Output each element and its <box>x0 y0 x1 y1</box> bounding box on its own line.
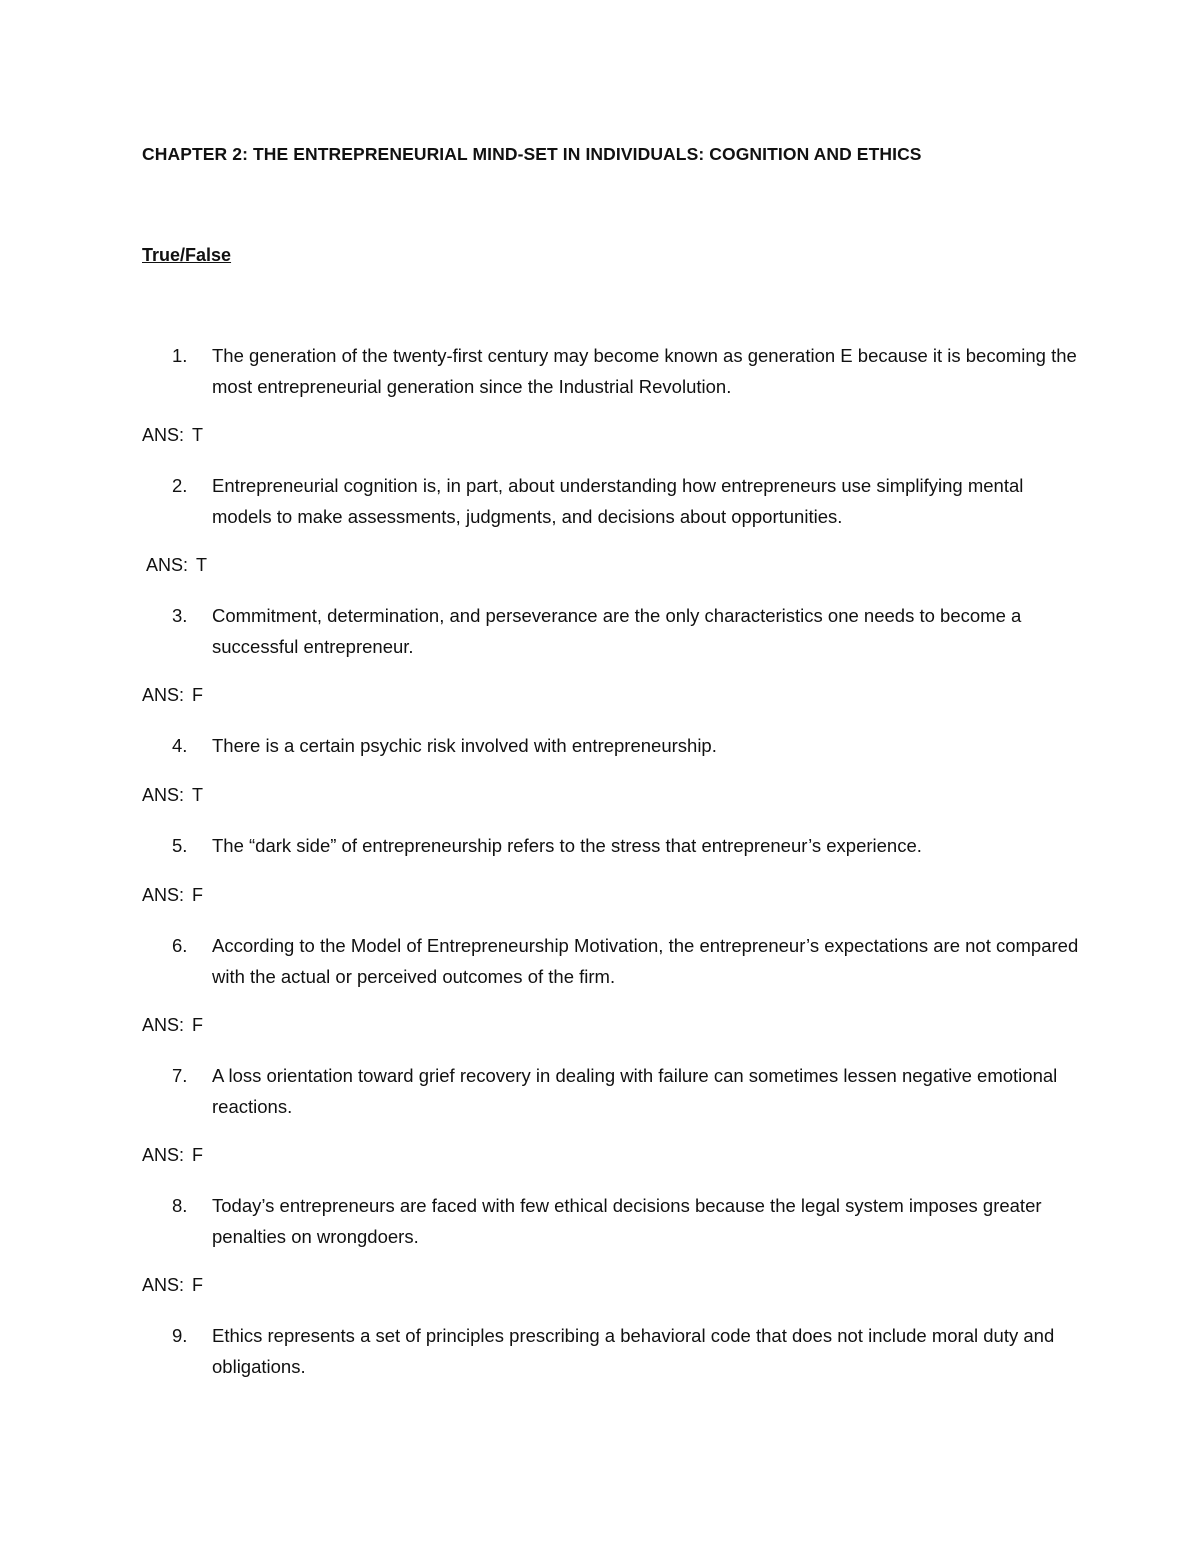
answer-line <box>142 685 203 706</box>
question-number: 8. <box>172 1195 188 1216</box>
question-text: Ethics represents a set of principles prescribing a behavioral code that does not include moral duty and obligations. <box>212 1325 1055 1377</box>
question-text: The “dark side” of entrepreneurship refers to the stress that entrepreneur’s experience. <box>212 835 922 856</box>
question-item <box>142 340 1082 402</box>
question-item <box>142 1060 1082 1122</box>
question-number: 9. <box>172 1325 188 1346</box>
answer-label: ANS: <box>142 1015 185 1035</box>
question-item <box>142 600 1082 662</box>
answer-value: F <box>192 1145 204 1165</box>
question-number: 6. <box>172 935 188 956</box>
answer-value: F <box>192 1275 204 1295</box>
question-text: Entrepreneurial cognition is, in part, about understanding how entrepreneurs use simplifying mental models to make assessments, judgments, and decisions about opportunities. <box>212 475 1024 527</box>
answer-label: ANS: <box>142 685 185 705</box>
question-item <box>142 730 1082 761</box>
section-heading: True/False <box>142 245 232 265</box>
answer-value: T <box>192 425 204 445</box>
answer-line <box>142 1275 203 1296</box>
question-item <box>142 930 1082 992</box>
question-text: Commitment, determination, and perseverance are the only characteristics one needs to become a successful entrepreneur. <box>212 605 1022 657</box>
question-item <box>142 1320 1082 1382</box>
answer-line <box>142 425 203 446</box>
answer-label: ANS: <box>142 1145 185 1165</box>
answer-label: ANS: <box>142 885 185 905</box>
answer-line <box>142 1145 203 1166</box>
answer-label: ANS: <box>142 785 185 805</box>
question-number: 1. <box>172 345 188 366</box>
question-text: There is a certain psychic risk involved with entrepreneurship. <box>212 735 717 756</box>
answer-value: F <box>192 885 204 905</box>
question-number: 4. <box>172 735 188 756</box>
chapter-title: CHAPTER 2: THE ENTREPRENEURIAL MIND-SET IN INDIVIDUALS: COGNITION AND ETHICS <box>142 144 922 164</box>
answer-label: ANS: <box>142 1275 185 1295</box>
question-text: The generation of the twenty-first century may become known as generation E because it is becoming the most entrepreneurial generation since the Industrial Revolution. <box>212 345 1077 397</box>
answer-label: ANS: <box>146 555 189 575</box>
question-number: 3. <box>172 605 188 626</box>
answer-value: T <box>196 555 208 575</box>
question-text: A loss orientation toward grief recovery in dealing with failure can sometimes lessen negative emotional reactions. <box>212 1065 1058 1117</box>
question-item <box>142 1190 1082 1252</box>
question-number: 2. <box>172 475 188 496</box>
answer-line <box>142 785 203 806</box>
answer-value: F <box>192 1015 204 1035</box>
question-number: 5. <box>172 835 188 856</box>
question-text: Today’s entrepreneurs are faced with few ethical decisions because the legal system imposes greater penalties on wrongdoers. <box>212 1195 1042 1247</box>
question-item <box>142 830 1082 861</box>
question-text: According to the Model of Entrepreneurship Motivation, the entrepreneur’s expectations are not compared with the actual or perceived outcomes of the firm. <box>212 935 1079 987</box>
question-number: 7. <box>172 1065 188 1086</box>
answer-value: F <box>192 685 204 705</box>
answer-value: T <box>192 785 204 805</box>
answer-line <box>142 1015 203 1036</box>
question-item <box>142 470 1082 532</box>
answer-label: ANS: <box>142 425 185 445</box>
answer-line <box>142 885 203 906</box>
answer-line <box>146 555 207 576</box>
